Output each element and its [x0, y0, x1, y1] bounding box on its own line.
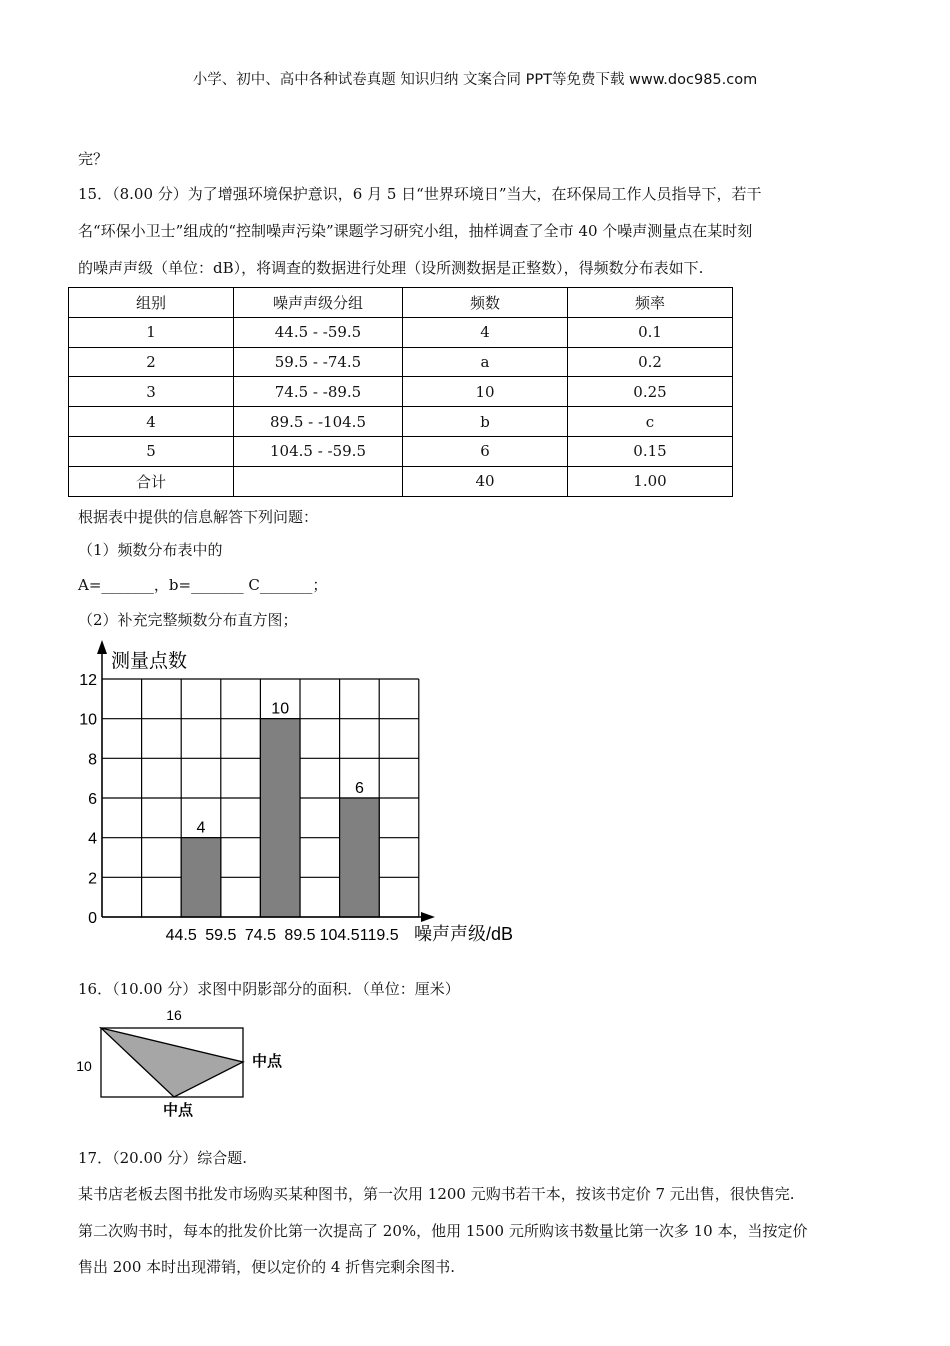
q15-sub-question-1: （1）频数分布表中的 [78, 541, 223, 559]
y-tick-label: 0 [88, 910, 97, 927]
table-header-cell: 组别 [69, 288, 234, 318]
q17-line-3: 第二次购书时，每本的批发价比第一次提高了 20%，他用 1500 元所购该书数量比第一次多 10 本，当按定价 [78, 1222, 808, 1240]
x-tick-label: 44.5 [165, 927, 197, 944]
x-tick-label: 119.5 [359, 927, 399, 944]
q15-after-table: 根据表中提供的信息解答下列问题： [78, 508, 319, 526]
table-cell: 2 [69, 347, 234, 377]
table-cell: 89.5 - -104.5 [234, 407, 403, 437]
table-header-cell: 频数 [403, 288, 568, 318]
x-tick-label: 89.5 [284, 927, 316, 944]
table-cell: c [568, 407, 733, 437]
table-cell: 5 [69, 436, 234, 466]
right-midpoint-label: 中点 [252, 1053, 283, 1070]
q15-line-3: 的噪声声级（单位：dB），将调查的数据进行处理（设所测数据是正整数），得频数分布表如下. [78, 259, 704, 277]
q15-line-1: 15．（8.00 分）为了增强环境保护意识，6 月 5 日“世界环境日”当大，在环保局工作人员指导下，若干 [78, 185, 762, 203]
table-cell: 6 [403, 436, 568, 466]
y-tick-label: 10 [79, 711, 97, 729]
table-cell: a [403, 347, 568, 377]
y-tick-label: 12 [79, 672, 97, 689]
q15-sub-question-2: （2）补充完整频数分布直方图； [78, 611, 298, 629]
table-cell: 0.2 [568, 347, 733, 377]
table-cell: 59.5 - -74.5 [234, 347, 403, 377]
q17-line-2: 某书店老板去图书批发市场购买某种图书，第一次用 1200 元购书若干本，按该书定价 7 元出售，很快售完. [78, 1185, 795, 1203]
table-cell: 4 [69, 407, 234, 437]
page-header: 小学、初中、高中各种试卷真题 知识归纳 文案合同 PPT等免费下载 www.doc985.com [192, 72, 758, 88]
bar-value-label: 10 [271, 700, 290, 718]
table-cell: 0.25 [568, 377, 733, 407]
table-cell: 合计 [69, 466, 234, 496]
y-tick-label: 6 [88, 791, 97, 808]
table-cell: 0.1 [568, 317, 733, 347]
table-cell: 0.15 [568, 436, 733, 466]
y-tick-label: 4 [88, 830, 97, 848]
bar-value-label: 4 [196, 819, 206, 837]
table-cell: 104.5 - -59.5 [234, 436, 403, 466]
table-cell: 3 [69, 377, 234, 407]
q16-text: 16．（10.00 分）求图中阴影部分的面积．（单位：厘米） [78, 980, 460, 998]
table-cell: 74.5 - -89.5 [234, 377, 403, 407]
table-cell: 10 [403, 377, 568, 407]
y-tick-label: 2 [88, 870, 97, 888]
q15-line-2: 名“环保小卫士”组成的“控制噪声污染”课题学习研究小组，抽样调查了全市 40 个噪声测量点在某时刻 [78, 222, 753, 240]
table-cell: 1.00 [568, 466, 733, 496]
prev-question-tail: 完？ [78, 150, 109, 168]
table-cell: b [403, 407, 568, 437]
y-tick-label: 8 [88, 751, 97, 769]
q17-line-1: 17．（20.00 分）综合题. [78, 1149, 248, 1167]
x-tick-label: 59.5 [205, 927, 237, 944]
table-cell: 4 [403, 317, 568, 347]
table-cell: 44.5 - -59.5 [234, 317, 403, 347]
shaded-triangle [101, 1028, 243, 1097]
q17-line-4: 售出 200 本时出现滞销，便以定价的 4 折售完剩余图书. [78, 1258, 456, 1276]
table-header-cell: 频率 [568, 288, 733, 318]
y-axis-title: 测量点数 [111, 651, 188, 672]
x-tick-label: 74.5 [244, 927, 276, 944]
x-tick-label: 104.5 [319, 927, 360, 944]
top-length-label: 16 [166, 1007, 182, 1023]
bar-value-label: 6 [354, 780, 364, 797]
table-cell: 40 [403, 466, 568, 496]
table-header-cell: 噪声声级分组 [234, 288, 403, 318]
q15-answer-blanks: A=_______，b=_______ C_______； [78, 576, 328, 594]
table-cell: 1 [69, 317, 234, 347]
bottom-midpoint-label: 中点 [162, 1102, 194, 1119]
left-length-label: 10 [76, 1058, 92, 1074]
x-axis-title: 噪声声级/dB [414, 924, 514, 944]
